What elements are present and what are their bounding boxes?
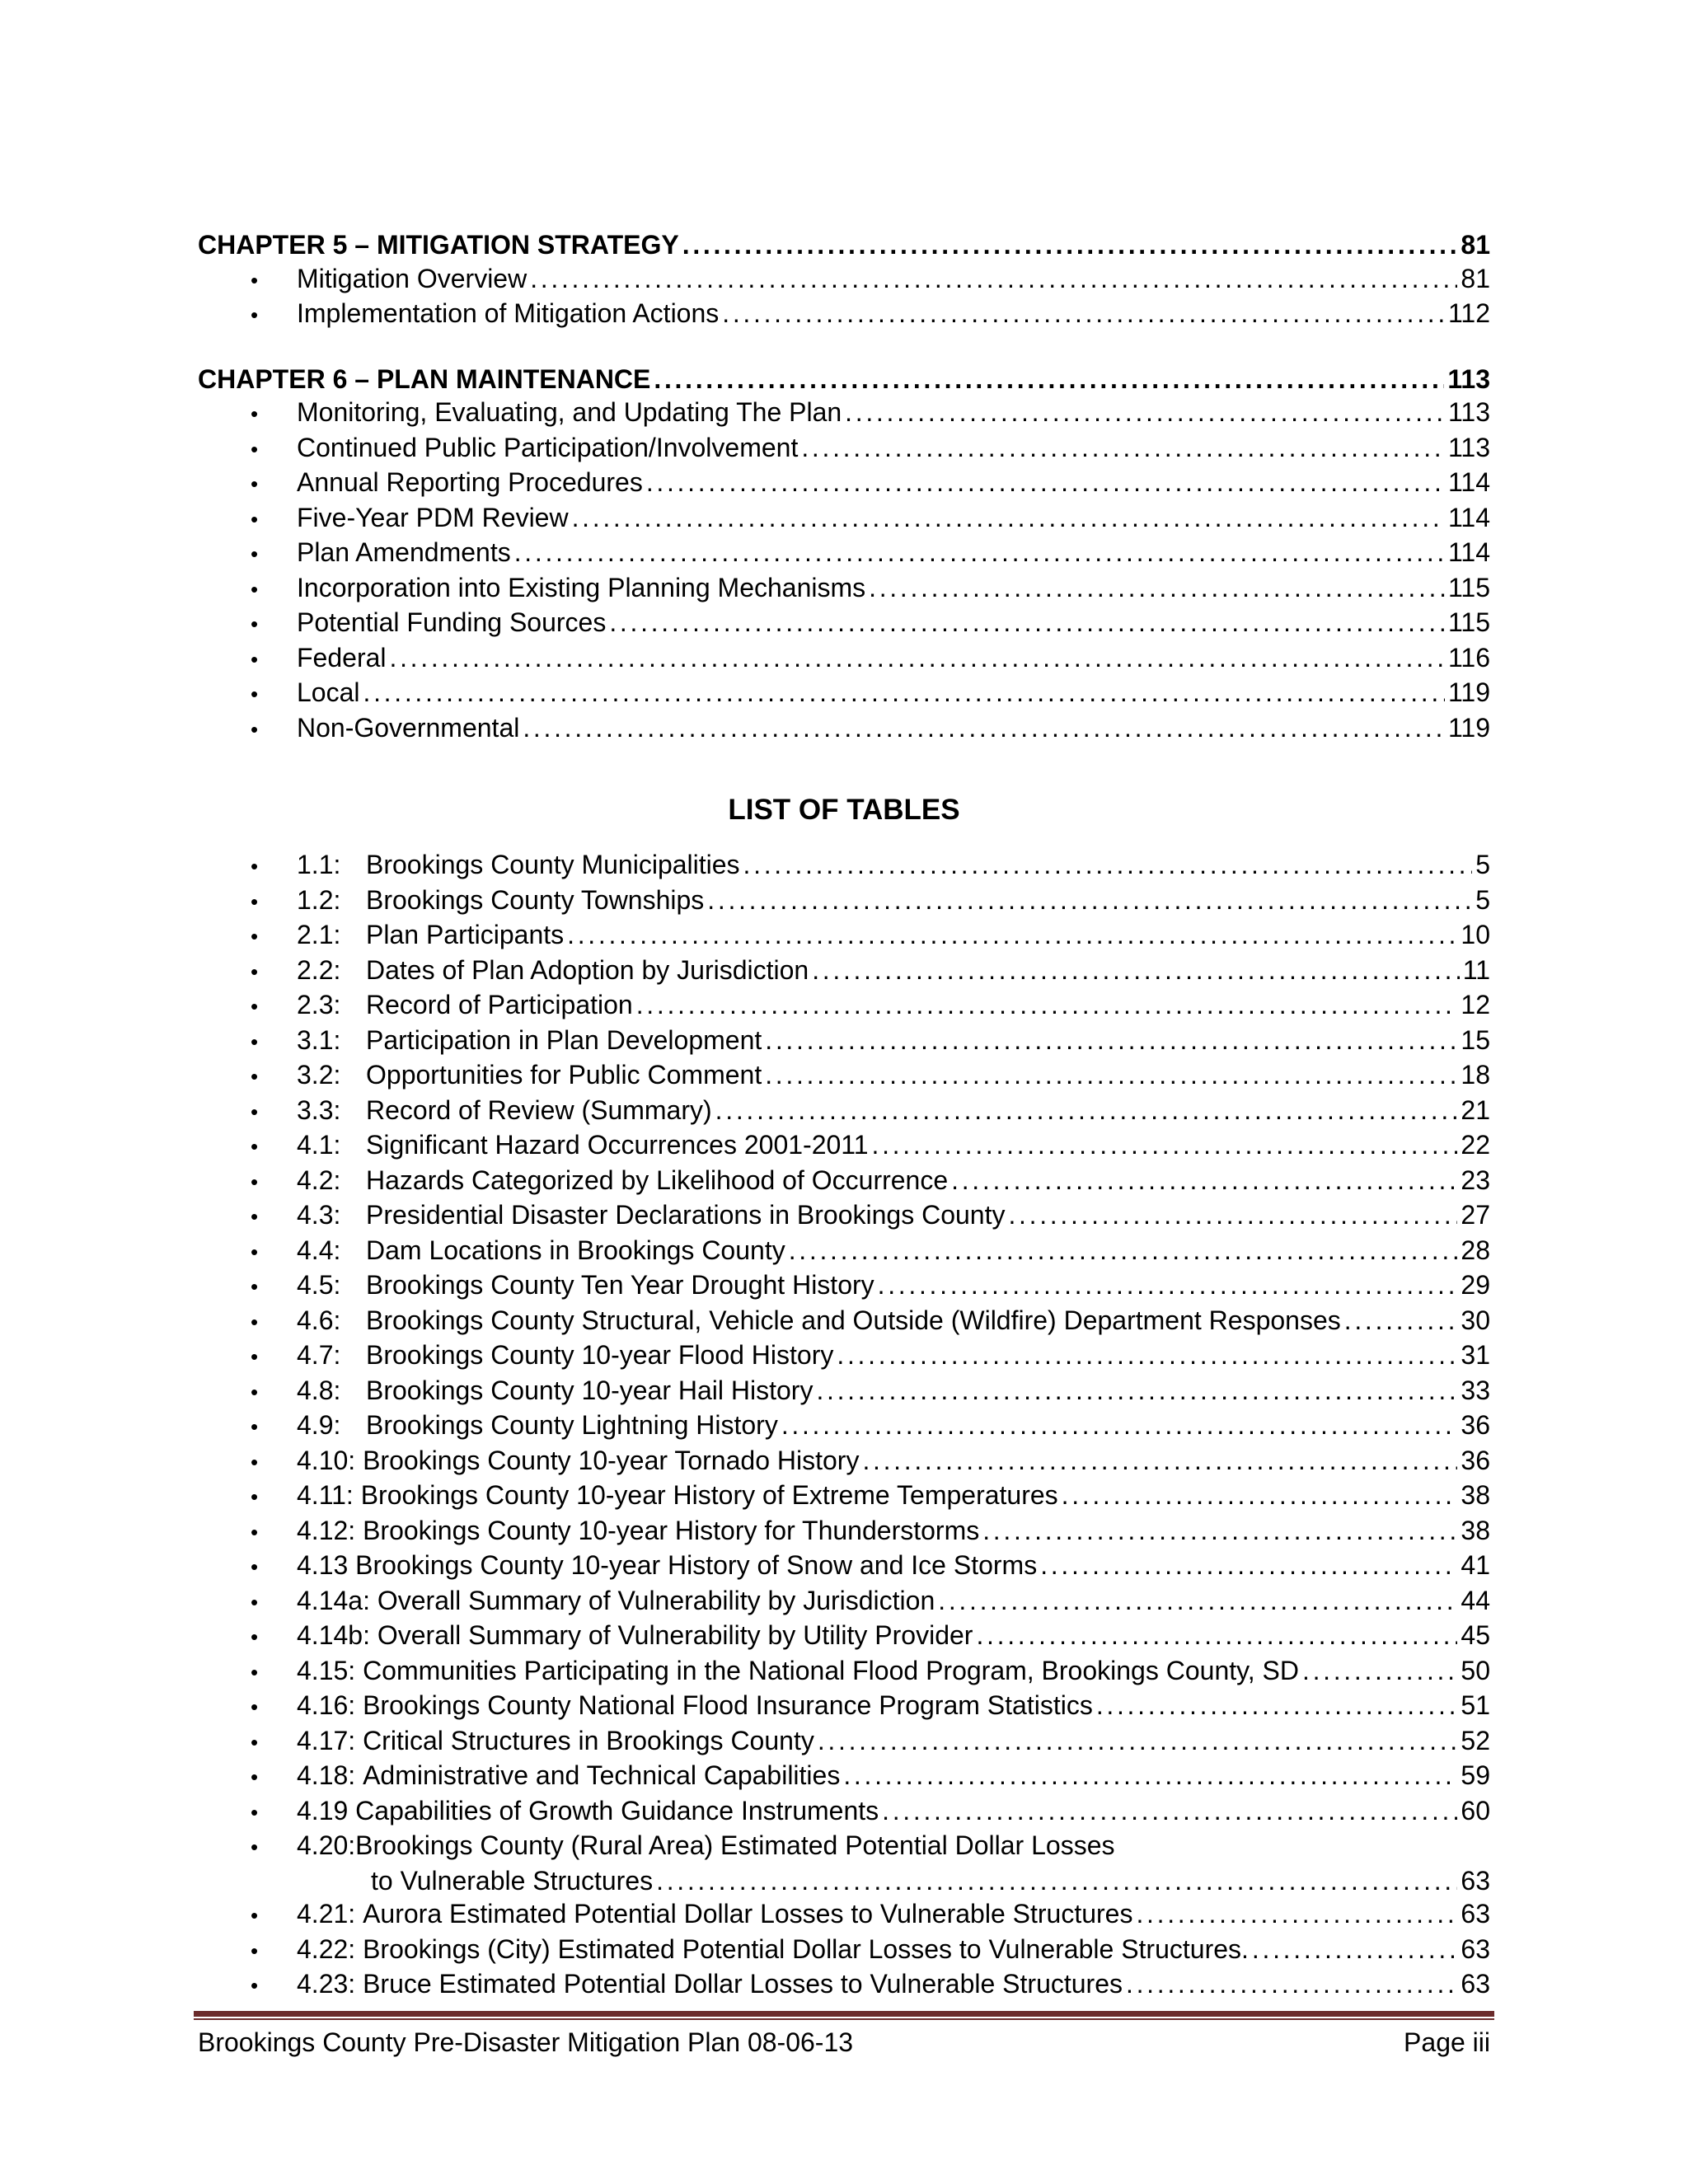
toc-entry-label: Mitigation Overview — [297, 263, 528, 293]
bullet-icon: • — [251, 1169, 259, 1194]
table-entry-page-number: 5 — [1475, 850, 1490, 879]
dot-leader — [862, 1444, 1457, 1478]
dot-leader — [682, 228, 1458, 262]
toc-content — [198, 228, 1490, 2003]
footer-rule-thick — [194, 2011, 1494, 2017]
spacer — [355, 1897, 363, 1931]
table-number: 4.12: — [297, 1515, 356, 1545]
table-number: 2.2: — [297, 954, 341, 985]
table-number: 4.23: — [297, 1969, 356, 1999]
dot-leader — [1136, 1897, 1457, 1931]
bullet-icon: • — [251, 1799, 259, 1825]
dot-leader — [869, 571, 1445, 605]
toc-entry-label: Potential Funding Sources — [297, 607, 607, 637]
dot-leader — [1040, 1549, 1457, 1582]
bullet-icon: • — [251, 1624, 259, 1649]
bullet-icon: • — [251, 1938, 259, 1963]
spacer — [354, 1479, 361, 1512]
dot-leader — [938, 1584, 1457, 1618]
table-entry-continuation-label: to Vulnerable Structures — [371, 1865, 654, 1896]
bullet-icon: • — [251, 888, 259, 914]
table-entry-page-number: 21 — [1461, 1094, 1490, 1125]
table-number: 2.1: — [297, 920, 341, 949]
dot-leader — [982, 1514, 1457, 1548]
dot-leader — [654, 363, 1444, 396]
table-number: 4.22: — [297, 1933, 356, 1964]
bullet-icon: • — [251, 646, 259, 672]
spacer — [355, 1759, 363, 1793]
dot-leader — [609, 606, 1445, 640]
table-entry-label: Administrative and Technical Capabilities — [363, 1760, 841, 1790]
chapter-title: CHAPTER 6 – PLAN MAINTENANCE — [198, 363, 651, 394]
table-entry — [198, 1897, 1490, 1933]
toc-entry — [198, 396, 1490, 431]
table-entry-label: Hazards Categorized by Likelihood of Occurrence — [366, 1165, 949, 1195]
dot-leader — [976, 1619, 1457, 1652]
dot-leader — [1008, 1198, 1457, 1232]
table-entry-page-number: 33 — [1461, 1375, 1490, 1405]
chapters-section — [198, 228, 1490, 746]
table-number: 4.1: — [297, 1130, 341, 1160]
dot-leader — [872, 1128, 1458, 1162]
table-number: 3.2: — [297, 1060, 341, 1090]
chapter-page-number: 113 — [1447, 363, 1490, 394]
table-entry-label: Record of Review (Summary) — [366, 1094, 712, 1125]
table-entry-label: Aurora Estimated Potential Dollar Losses to Vulnerable Structures — [363, 1899, 1133, 1929]
table-entry-page-number: 44 — [1461, 1585, 1490, 1615]
toc-entry-page-number: 81 — [1461, 263, 1490, 293]
table-entry-label: Brookings County Ten Year Drought History — [366, 1270, 874, 1300]
bullet-icon: • — [251, 716, 259, 742]
table-entry — [198, 1479, 1490, 1514]
toc-entry — [198, 536, 1490, 571]
bullet-icon: • — [251, 1239, 259, 1264]
dot-leader — [765, 1058, 1457, 1092]
chapter-page-number: 81 — [1461, 230, 1490, 260]
toc-entry-label: Five-Year PDM Review — [297, 502, 569, 532]
spacer — [348, 1794, 355, 1828]
table-entry-label: Dam Locations in Brookings County — [366, 1235, 785, 1265]
bullet-icon: • — [251, 1134, 259, 1159]
table-entry — [198, 1794, 1490, 1830]
table-number: 4.7: — [297, 1340, 341, 1370]
toc-entry — [198, 466, 1490, 501]
table-entry-label: Presidential Disaster Declarations in Brookings County — [366, 1200, 1006, 1230]
table-number: 4.19 — [297, 1795, 349, 1825]
table-entry-label: Brookings County Structural, Vehicle and Outside (Wildfire) Department Responses — [366, 1305, 1341, 1335]
toc-entry-page-number: 113 — [1447, 397, 1490, 427]
toc-entry — [198, 641, 1490, 677]
table-entry-label: Opportunities for Public Comment — [366, 1060, 762, 1090]
spacer — [355, 1514, 363, 1548]
table-number: 1.1: — [297, 850, 341, 879]
bullet-icon: • — [251, 1765, 259, 1789]
bullet-icon: • — [251, 267, 259, 293]
toc-entry — [198, 571, 1490, 607]
table-entry — [198, 1024, 1490, 1059]
toc-entry-page-number: 114 — [1447, 537, 1490, 567]
toc-entry-label: Annual Reporting Procedures — [297, 467, 643, 497]
dot-leader — [572, 501, 1445, 535]
table-entry — [198, 988, 1490, 1024]
table-entry-label: Participation in Plan Development — [366, 1024, 762, 1055]
table-entry-label: Dates of Plan Adoption by Jurisdiction — [366, 954, 809, 985]
table-entry-page-number: 60 — [1461, 1795, 1490, 1825]
spacer — [355, 1933, 363, 1966]
toc-entry — [198, 676, 1490, 711]
table-entry-label: Brookings County Lightning History — [366, 1410, 778, 1440]
table-entry-page-number: 63 — [1461, 1899, 1490, 1929]
table-entry-page-number: 45 — [1461, 1620, 1490, 1650]
table-entry-page-number: 36 — [1461, 1445, 1490, 1475]
spacer — [348, 1549, 355, 1582]
table-number: 4.13 — [297, 1550, 349, 1580]
toc-entry-label: Non-Governmental — [297, 712, 520, 743]
toc-entry-label: Local — [297, 677, 360, 707]
dot-leader — [845, 396, 1445, 429]
table-entry — [198, 1268, 1490, 1304]
table-entry-page-number: 36 — [1461, 1410, 1490, 1440]
bullet-icon: • — [251, 1554, 259, 1579]
table-entry-page-number: 12 — [1461, 990, 1490, 1019]
table-number: 4.2: — [297, 1165, 341, 1195]
dot-leader — [1126, 1967, 1457, 2001]
table-entry-page-number: 28 — [1461, 1235, 1490, 1265]
table-entry — [198, 1408, 1490, 1444]
table-entry — [198, 1619, 1490, 1654]
bullet-icon: • — [251, 1589, 259, 1615]
bullet-icon: • — [251, 1344, 259, 1369]
dot-leader — [789, 1234, 1458, 1268]
table-entry-label: Significant Hazard Occurrences 2001-2011 — [366, 1130, 869, 1160]
spacer — [355, 1967, 363, 2001]
spacer — [355, 1689, 363, 1722]
table-entry — [198, 1967, 1490, 2003]
table-number: 3.1: — [297, 1024, 341, 1055]
toc-entry — [198, 297, 1490, 332]
table-entry-page-number: 5 — [1475, 884, 1490, 915]
dot-leader — [390, 641, 1445, 675]
table-entry — [198, 1689, 1490, 1724]
table-entry — [198, 1514, 1490, 1549]
table-entry-label: Plan Participants — [366, 920, 565, 949]
table-entry-page-number: 10 — [1461, 920, 1490, 949]
table-entry-label: Record of Participation — [366, 990, 633, 1019]
bullet-icon: • — [251, 1029, 259, 1054]
table-entry-page-number: 63 — [1461, 1865, 1490, 1896]
table-entry — [198, 1444, 1490, 1479]
table-entry — [198, 1234, 1490, 1269]
table-entry-label: Brookings County Municipalities — [366, 850, 740, 879]
bullet-icon: • — [251, 854, 259, 879]
table-entry — [198, 1094, 1490, 1129]
bullet-icon: • — [251, 924, 259, 949]
bullet-icon: • — [251, 682, 259, 706]
toc-entry-page-number: 119 — [1447, 677, 1490, 707]
table-entry — [198, 1058, 1490, 1094]
bullet-icon: • — [251, 436, 259, 462]
toc-entry — [198, 262, 1490, 298]
table-entry-label: Brookings (City) Estimated Potential Dollar Losses to Vulnerable Structures. — [363, 1933, 1249, 1964]
bullet-icon: • — [251, 1835, 259, 1859]
list-of-tables-title: LIST OF TABLES — [728, 794, 960, 826]
toc-entry-page-number: 115 — [1447, 607, 1490, 637]
toc-entry-label: Plan Amendments — [297, 537, 511, 567]
bullet-icon: • — [251, 1064, 259, 1089]
table-entry-page-number: 22 — [1461, 1130, 1490, 1160]
dot-leader — [363, 676, 1445, 710]
dot-leader — [523, 711, 1445, 745]
spacer — [370, 1619, 377, 1652]
table-entry-page-number: 30 — [1461, 1305, 1490, 1335]
bullet-icon: • — [251, 958, 259, 984]
table-entry-label: Overall Summary of Vulnerability by Jurisdiction — [377, 1585, 935, 1615]
bullet-icon: • — [251, 1903, 259, 1928]
table-entry — [198, 1374, 1490, 1409]
dot-leader — [801, 431, 1445, 465]
table-number: 4.5: — [297, 1270, 341, 1300]
table-number: 1.2: — [297, 884, 341, 915]
table-entry — [198, 1933, 1490, 1968]
table-entry — [198, 1549, 1490, 1584]
toc-entry-page-number: 116 — [1447, 642, 1490, 673]
page-footer — [198, 2026, 1490, 2059]
table-number: 4.18: — [297, 1760, 356, 1790]
dot-leader — [882, 1794, 1457, 1828]
table-entry-label: Bruce Estimated Potential Dollar Losses to Vulnerable Structures — [363, 1969, 1123, 1999]
table-entry-page-number: 51 — [1461, 1690, 1490, 1720]
table-entry — [198, 1128, 1490, 1164]
dot-leader — [1096, 1689, 1458, 1722]
table-entry-page-number: 63 — [1461, 1969, 1490, 1999]
bullet-icon: • — [251, 1449, 259, 1474]
bullet-icon: • — [251, 506, 259, 532]
table-number: 4.14a: — [297, 1585, 370, 1615]
dot-leader — [878, 1268, 1458, 1302]
table-entry-page-number: 23 — [1461, 1165, 1490, 1195]
chapter-heading — [198, 363, 1490, 396]
dot-leader — [781, 1408, 1458, 1442]
toc-entry-page-number: 114 — [1447, 502, 1490, 532]
bullet-icon: • — [251, 1659, 259, 1685]
dot-leader — [812, 954, 1460, 987]
dot-leader — [722, 297, 1445, 330]
dot-leader — [514, 536, 1445, 569]
table-entry-label: Critical Structures in Brookings County — [363, 1725, 814, 1755]
table-number: 4.20: — [297, 1830, 356, 1860]
dot-leader — [1344, 1304, 1458, 1338]
dot-leader — [707, 883, 1472, 917]
table-entry-label: Overall Summary of Vulnerability by Utility Provider — [377, 1620, 973, 1650]
table-entry-label: Communities Participating in the National Flood Program, Brookings County, SD — [363, 1655, 1299, 1685]
toc-entry-page-number: 114 — [1447, 467, 1490, 497]
table-number: 4.16: — [297, 1690, 356, 1720]
table-entry — [198, 883, 1490, 919]
table-entry — [198, 1654, 1490, 1690]
toc-entry-page-number: 112 — [1447, 298, 1490, 328]
table-entry — [198, 1724, 1490, 1760]
table-entry-page-number: 31 — [1461, 1340, 1490, 1370]
table-entry — [198, 954, 1490, 989]
table-number: 4.9: — [297, 1410, 341, 1440]
table-entry — [198, 848, 1490, 883]
bullet-icon: • — [251, 994, 259, 1019]
bullet-icon: • — [251, 302, 259, 327]
dot-leader — [765, 1024, 1457, 1057]
table-number: 4.17: — [297, 1725, 356, 1755]
dot-leader — [636, 988, 1458, 1022]
table-entry — [198, 1304, 1490, 1339]
footer-rule — [194, 2011, 1494, 2021]
table-entry-page-number: 59 — [1461, 1760, 1490, 1790]
bullet-icon: • — [251, 471, 259, 496]
bullet-icon: • — [251, 1414, 259, 1439]
toc-entry — [198, 501, 1490, 537]
bullet-icon: • — [251, 1729, 259, 1755]
table-entry-label: Capabilities of Growth Guidance Instruments — [355, 1795, 879, 1825]
table-entry — [198, 1164, 1490, 1199]
table-number: 4.11: — [297, 1480, 354, 1510]
bullet-icon: • — [251, 1274, 259, 1299]
chapter-title: CHAPTER 5 – MITIGATION STRATEGY — [198, 230, 679, 260]
table-entry-label: Brookings County Townships — [366, 884, 705, 915]
table-entry-page-number: 52 — [1461, 1725, 1490, 1755]
list-of-tables — [198, 848, 1490, 2003]
table-number: 4.3: — [297, 1200, 341, 1230]
dot-leader — [1302, 1654, 1457, 1688]
table-entry — [198, 1759, 1490, 1794]
chapter-gap — [198, 332, 1490, 363]
table-entry-label: Brookings County 10-year Tornado History — [363, 1445, 860, 1475]
footer-title: Brookings County Pre-Disaster Mitigation Plan 08-06-13 — [198, 2027, 854, 2057]
spacer — [370, 1584, 377, 1618]
spacer — [355, 1724, 363, 1758]
table-number: 4.15: — [297, 1655, 356, 1685]
table-entry-page-number: 18 — [1461, 1060, 1490, 1090]
table-entry-page-number: 50 — [1461, 1655, 1490, 1685]
dot-leader — [715, 1094, 1458, 1127]
table-number: 2.3: — [297, 990, 341, 1019]
dot-leader — [656, 1864, 1457, 1898]
bullet-icon: • — [251, 1694, 259, 1719]
bullet-icon: • — [251, 541, 259, 566]
toc-entry-label: Continued Public Participation/Involvement — [297, 432, 799, 462]
toc-entry — [198, 431, 1490, 466]
table-number: 4.6: — [297, 1305, 341, 1335]
table-entry-page-number: 27 — [1461, 1200, 1490, 1230]
bullet-icon: • — [251, 612, 259, 636]
table-entry-label: Brookings County 10-year History for Thunderstorms — [363, 1515, 980, 1545]
table-number: 4.10: — [297, 1445, 356, 1475]
table-entry — [198, 918, 1490, 954]
bullet-icon: • — [251, 1204, 259, 1229]
dot-leader — [1252, 1933, 1458, 1966]
toc-entry-page-number: 113 — [1447, 432, 1490, 462]
table-entry-label: Brookings County 10-year History of Snow and Ice Storms — [355, 1550, 1038, 1580]
toc-entry — [198, 711, 1490, 747]
table-entry-page-number: 11 — [1462, 954, 1490, 985]
chapter-heading — [198, 228, 1490, 262]
table-entry-label: Brookings County (Rural Area) Estimated Potential Dollar Losses — [355, 1830, 1115, 1860]
dot-leader — [816, 1374, 1457, 1408]
toc-entry-page-number: 119 — [1447, 712, 1490, 743]
toc-entry-page-number: 115 — [1447, 572, 1490, 602]
bullet-icon: • — [251, 1099, 259, 1124]
table-entry-page-number: 29 — [1461, 1270, 1490, 1300]
dot-leader — [567, 918, 1457, 952]
bullet-icon: • — [251, 576, 259, 602]
table-entry — [198, 1584, 1490, 1619]
table-number: 4.4: — [297, 1235, 341, 1265]
toc-entry — [198, 606, 1490, 641]
spacer — [355, 1654, 363, 1688]
table-entry-page-number: 41 — [1461, 1550, 1490, 1580]
toc-entry-label: Implementation of Mitigation Actions — [297, 298, 720, 328]
toc-entry-label: Federal — [297, 642, 387, 673]
dot-leader — [646, 466, 1445, 499]
table-entry-page-number: 38 — [1461, 1515, 1490, 1545]
table-entry-continuation — [198, 1864, 1490, 1898]
table-entry — [198, 1338, 1490, 1374]
bullet-icon: • — [251, 401, 259, 426]
bullet-icon: • — [251, 1484, 259, 1509]
bullet-icon: • — [251, 1973, 259, 1998]
table-number: 4.14b: — [297, 1620, 370, 1650]
footer-rule-thin — [194, 2018, 1494, 2020]
toc-entry-label: Monitoring, Evaluating, and Updating The Plan — [297, 397, 842, 427]
dot-leader — [743, 848, 1473, 882]
table-number: 4.21: — [297, 1899, 356, 1929]
table-entry-label: Brookings County 10-year History of Extreme Temperatures — [360, 1480, 1058, 1510]
table-entry — [198, 1198, 1490, 1234]
dot-leader — [951, 1164, 1457, 1197]
bullet-icon: • — [251, 1519, 259, 1544]
dot-leader — [818, 1724, 1458, 1758]
table-entry — [198, 1829, 1490, 1864]
spacer — [355, 1444, 363, 1478]
dot-leader — [530, 262, 1457, 296]
dot-leader — [1062, 1479, 1458, 1512]
bullet-icon: • — [251, 1309, 259, 1334]
table-entry-page-number: 63 — [1461, 1933, 1490, 1964]
toc-entry-label: Incorporation into Existing Planning Mechanisms — [297, 572, 866, 602]
table-entry-label: Brookings County 10-year Flood History — [366, 1340, 834, 1370]
dot-leader — [843, 1759, 1457, 1793]
table-entry-label: Brookings County 10-year Hail History — [366, 1375, 814, 1405]
dot-leader — [837, 1338, 1457, 1372]
table-entry-page-number: 38 — [1461, 1480, 1490, 1510]
table-entry-page-number: 15 — [1461, 1024, 1490, 1055]
table-entry-label: Brookings County National Flood Insurance Program Statistics — [363, 1690, 1093, 1720]
table-number: 3.3: — [297, 1094, 341, 1125]
bullet-icon: • — [251, 1379, 259, 1404]
footer-page-number: Page iii — [1404, 2027, 1490, 2057]
table-number: 4.8: — [297, 1375, 341, 1405]
